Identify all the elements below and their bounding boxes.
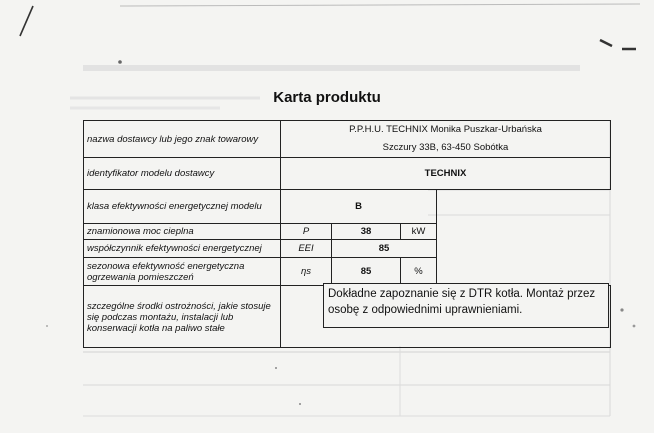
energy-class-row [84, 190, 611, 224]
model-label: identyfikator modelu dostawcy [84, 158, 281, 190]
seasonal-efficiency-symbol: ηs [281, 258, 332, 286]
scan-dot [620, 308, 623, 311]
eei-symbol: EEI [281, 240, 332, 258]
eei-label: współczynnik efektywności energetycznej [84, 240, 281, 258]
precautions-label: szczególne środki ostrożności, jakie stosuje się podczas montażu, instalacji lub konserwacji kotła na paliwo stałe [84, 286, 281, 348]
eei-row [84, 240, 611, 258]
showthrough-text [92, 62, 96, 76]
empty-cell [437, 224, 611, 240]
scan-dot [275, 367, 277, 369]
energy-class-label: klasa efektywności energetycznej modelu [84, 190, 281, 224]
model-value: TECHNIX [281, 158, 611, 190]
power-row [84, 224, 611, 240]
page-title: Karta produktu [273, 89, 381, 106]
scan-dot [118, 60, 122, 64]
seasonal-efficiency-unit: % [401, 258, 437, 286]
supplier-value [281, 121, 611, 158]
power-label: znamionowa moc cieplna [84, 224, 281, 240]
scan-dot [46, 325, 48, 327]
scan-dot [633, 325, 636, 328]
supplier-address: Szczury 33B, 63-450 Sobótka [382, 142, 509, 153]
power-symbol: P [281, 224, 332, 240]
model-row [84, 158, 611, 190]
power-value: 38 [332, 224, 401, 240]
seasonal-efficiency-row [84, 258, 611, 286]
supplier-row [84, 121, 611, 158]
energy-class-value: B [281, 190, 437, 224]
empty-cell [437, 240, 611, 258]
scan-streak [20, 6, 33, 36]
eei-value: 85 [332, 240, 437, 258]
scan-mark [600, 40, 612, 46]
empty-cell [437, 190, 611, 224]
seasonal-efficiency-value: 85 [332, 258, 401, 286]
supplier-name: P.P.H.U. TECHNIX Monika Puszkar-Urbańska [349, 124, 542, 135]
seasonal-efficiency-label: sezonowa efektywność energetyczna ogrzewania pomieszczeń [84, 258, 281, 286]
supplier-label: nazwa dostawcy lub jego znak towarowy [84, 121, 281, 158]
precautions-value: Dokładne zapoznanie się z DTR kotła. Montaż przez osobę z odpowiednimi uprawnieniami. [323, 283, 609, 328]
empty-cell [437, 258, 611, 286]
scan-top-edge [120, 4, 640, 6]
power-unit: kW [401, 224, 437, 240]
scan-dot [299, 403, 301, 405]
